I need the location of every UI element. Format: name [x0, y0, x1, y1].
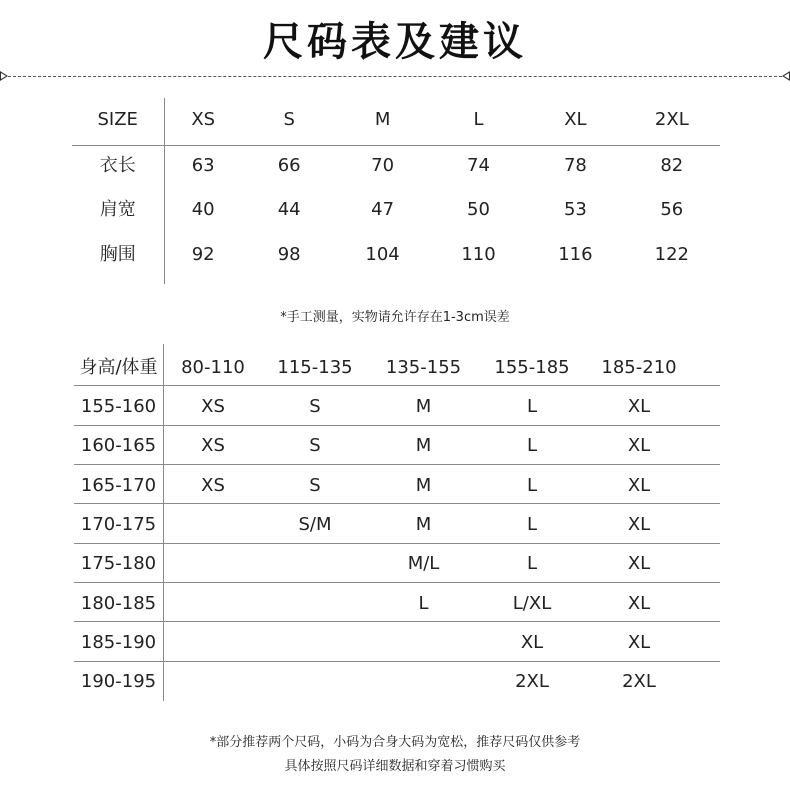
table-cell: L [526, 475, 538, 496]
row-divider [74, 621, 720, 622]
size-table-header-row [72, 98, 720, 142]
table-cell: 50 [467, 199, 490, 220]
page-title: 尺码表及建议 [263, 19, 527, 65]
table-cell: XS [201, 435, 225, 456]
table-cell: XL [627, 475, 651, 496]
table-cell: 82 [660, 155, 684, 176]
table-row [74, 426, 720, 465]
table-cell [367, 623, 480, 662]
table-cell [163, 623, 263, 662]
triangle-right-icon [782, 71, 790, 81]
size-table-header-cell: S [283, 109, 295, 130]
row-label: 155-160 [80, 396, 157, 417]
row-divider [74, 464, 720, 465]
table-cell: L/XL [512, 593, 552, 614]
table-cell: XL [520, 632, 544, 653]
recommend-table-header-cell: 185-210 [601, 357, 677, 378]
table-cell: XL [627, 514, 651, 535]
table-cell: M/L [407, 553, 440, 574]
table-cell [263, 584, 367, 623]
table-cell: XL [627, 553, 651, 574]
table-cell: XS [201, 475, 225, 496]
row-label: 165-170 [80, 475, 157, 496]
table-row [74, 623, 720, 662]
measurement-note: *手工测量，实物请允许存在1-3cm误差 [280, 310, 510, 325]
table-row [74, 387, 720, 426]
dashed-divider [8, 76, 782, 77]
table-cell: 70 [371, 155, 395, 176]
table-row [74, 466, 720, 505]
table-cell: L [418, 593, 429, 614]
row-label: 衣长 [99, 155, 136, 176]
row-label: 190-195 [80, 671, 157, 692]
table-cell: 66 [277, 155, 301, 176]
recommend-note-line2: 具体按照尺码详细数据和穿着习惯购买 [284, 759, 506, 774]
table-cell: M [415, 514, 432, 535]
table-cell: 47 [371, 199, 395, 220]
table-cell: XL [627, 593, 651, 614]
recommend-table-header-cell: 135-155 [385, 357, 462, 378]
table-cell: M [415, 475, 432, 496]
table-cell: XL [627, 435, 651, 456]
table-cell: 78 [563, 155, 587, 176]
table-cell [263, 544, 367, 583]
recommend-table-header-row [74, 348, 720, 387]
size-table-header-cell: XL [564, 109, 587, 130]
row-label: 160-165 [80, 435, 157, 456]
table-cell [263, 623, 367, 662]
table-cell: 2XL [622, 671, 656, 692]
table-cell: M [415, 435, 432, 456]
table-cell: 40 [191, 199, 215, 220]
table-cell: 116 [558, 244, 593, 265]
table-cell: L [526, 514, 538, 535]
table-cell: 122 [654, 244, 689, 265]
table-cell: 110 [461, 244, 496, 265]
table-cell [163, 505, 263, 544]
table-row [74, 584, 720, 623]
table-cell: S [309, 435, 321, 456]
row-label: 胸围 [99, 244, 136, 265]
table-row [72, 233, 720, 277]
size-table-header-cell: SIZE [97, 109, 138, 130]
recommend-note-line1: *部分推荐两个尺码，小码为合身大码为宽松，推荐尺码仅供参考 [209, 735, 581, 750]
table-cell: S/M [298, 514, 332, 535]
table-cell: S [309, 396, 321, 417]
table-cell: 53 [563, 199, 587, 220]
table-cell: XL [627, 632, 651, 653]
table-cell [163, 584, 263, 623]
recommend-table-header-cell: 80-110 [181, 357, 245, 378]
table-row [72, 188, 720, 232]
table-cell [163, 662, 263, 701]
row-divider [74, 385, 720, 386]
row-label: 185-190 [80, 632, 157, 653]
recommend-table-header-cell: 身高/体重 [79, 357, 158, 378]
row-divider [74, 503, 720, 504]
table-cell: S [309, 475, 321, 496]
table-cell: L [526, 435, 538, 456]
recommend-table-header-cell: 115-135 [277, 357, 353, 378]
size-table-header-cell: 2XL [654, 109, 689, 130]
table-cell: 44 [277, 199, 301, 220]
table-cell: 98 [277, 244, 301, 265]
size-table-header-cell: M [374, 109, 391, 130]
table-cell: XS [201, 396, 225, 417]
table-cell: 63 [191, 155, 215, 176]
table-cell: 74 [467, 155, 490, 176]
row-label: 肩宽 [99, 199, 136, 220]
recommend-table-header-cell: 155-185 [494, 357, 570, 378]
table-cell: M [415, 396, 432, 417]
table-cell: L [526, 553, 538, 574]
row-label: 175-180 [80, 553, 157, 574]
table-cell: 56 [660, 199, 684, 220]
table-cell [163, 544, 263, 583]
triangle-left-icon [0, 71, 8, 81]
size-table-header-cell: L [473, 109, 484, 130]
table-cell: 104 [365, 244, 400, 265]
table-cell [367, 662, 480, 701]
table-cell: 2XL [515, 671, 549, 692]
table-row [74, 544, 720, 583]
size-table-header-cell: XS [191, 109, 216, 130]
table-row [74, 505, 720, 544]
row-label: 170-175 [80, 514, 157, 535]
table-cell: 92 [191, 244, 215, 265]
table-cell: XL [627, 396, 651, 417]
row-label: 180-185 [80, 593, 157, 614]
table-row [74, 662, 720, 701]
table-cell [263, 662, 367, 701]
table-row [72, 144, 720, 188]
row-divider [74, 582, 720, 583]
table-cell: L [526, 396, 538, 417]
